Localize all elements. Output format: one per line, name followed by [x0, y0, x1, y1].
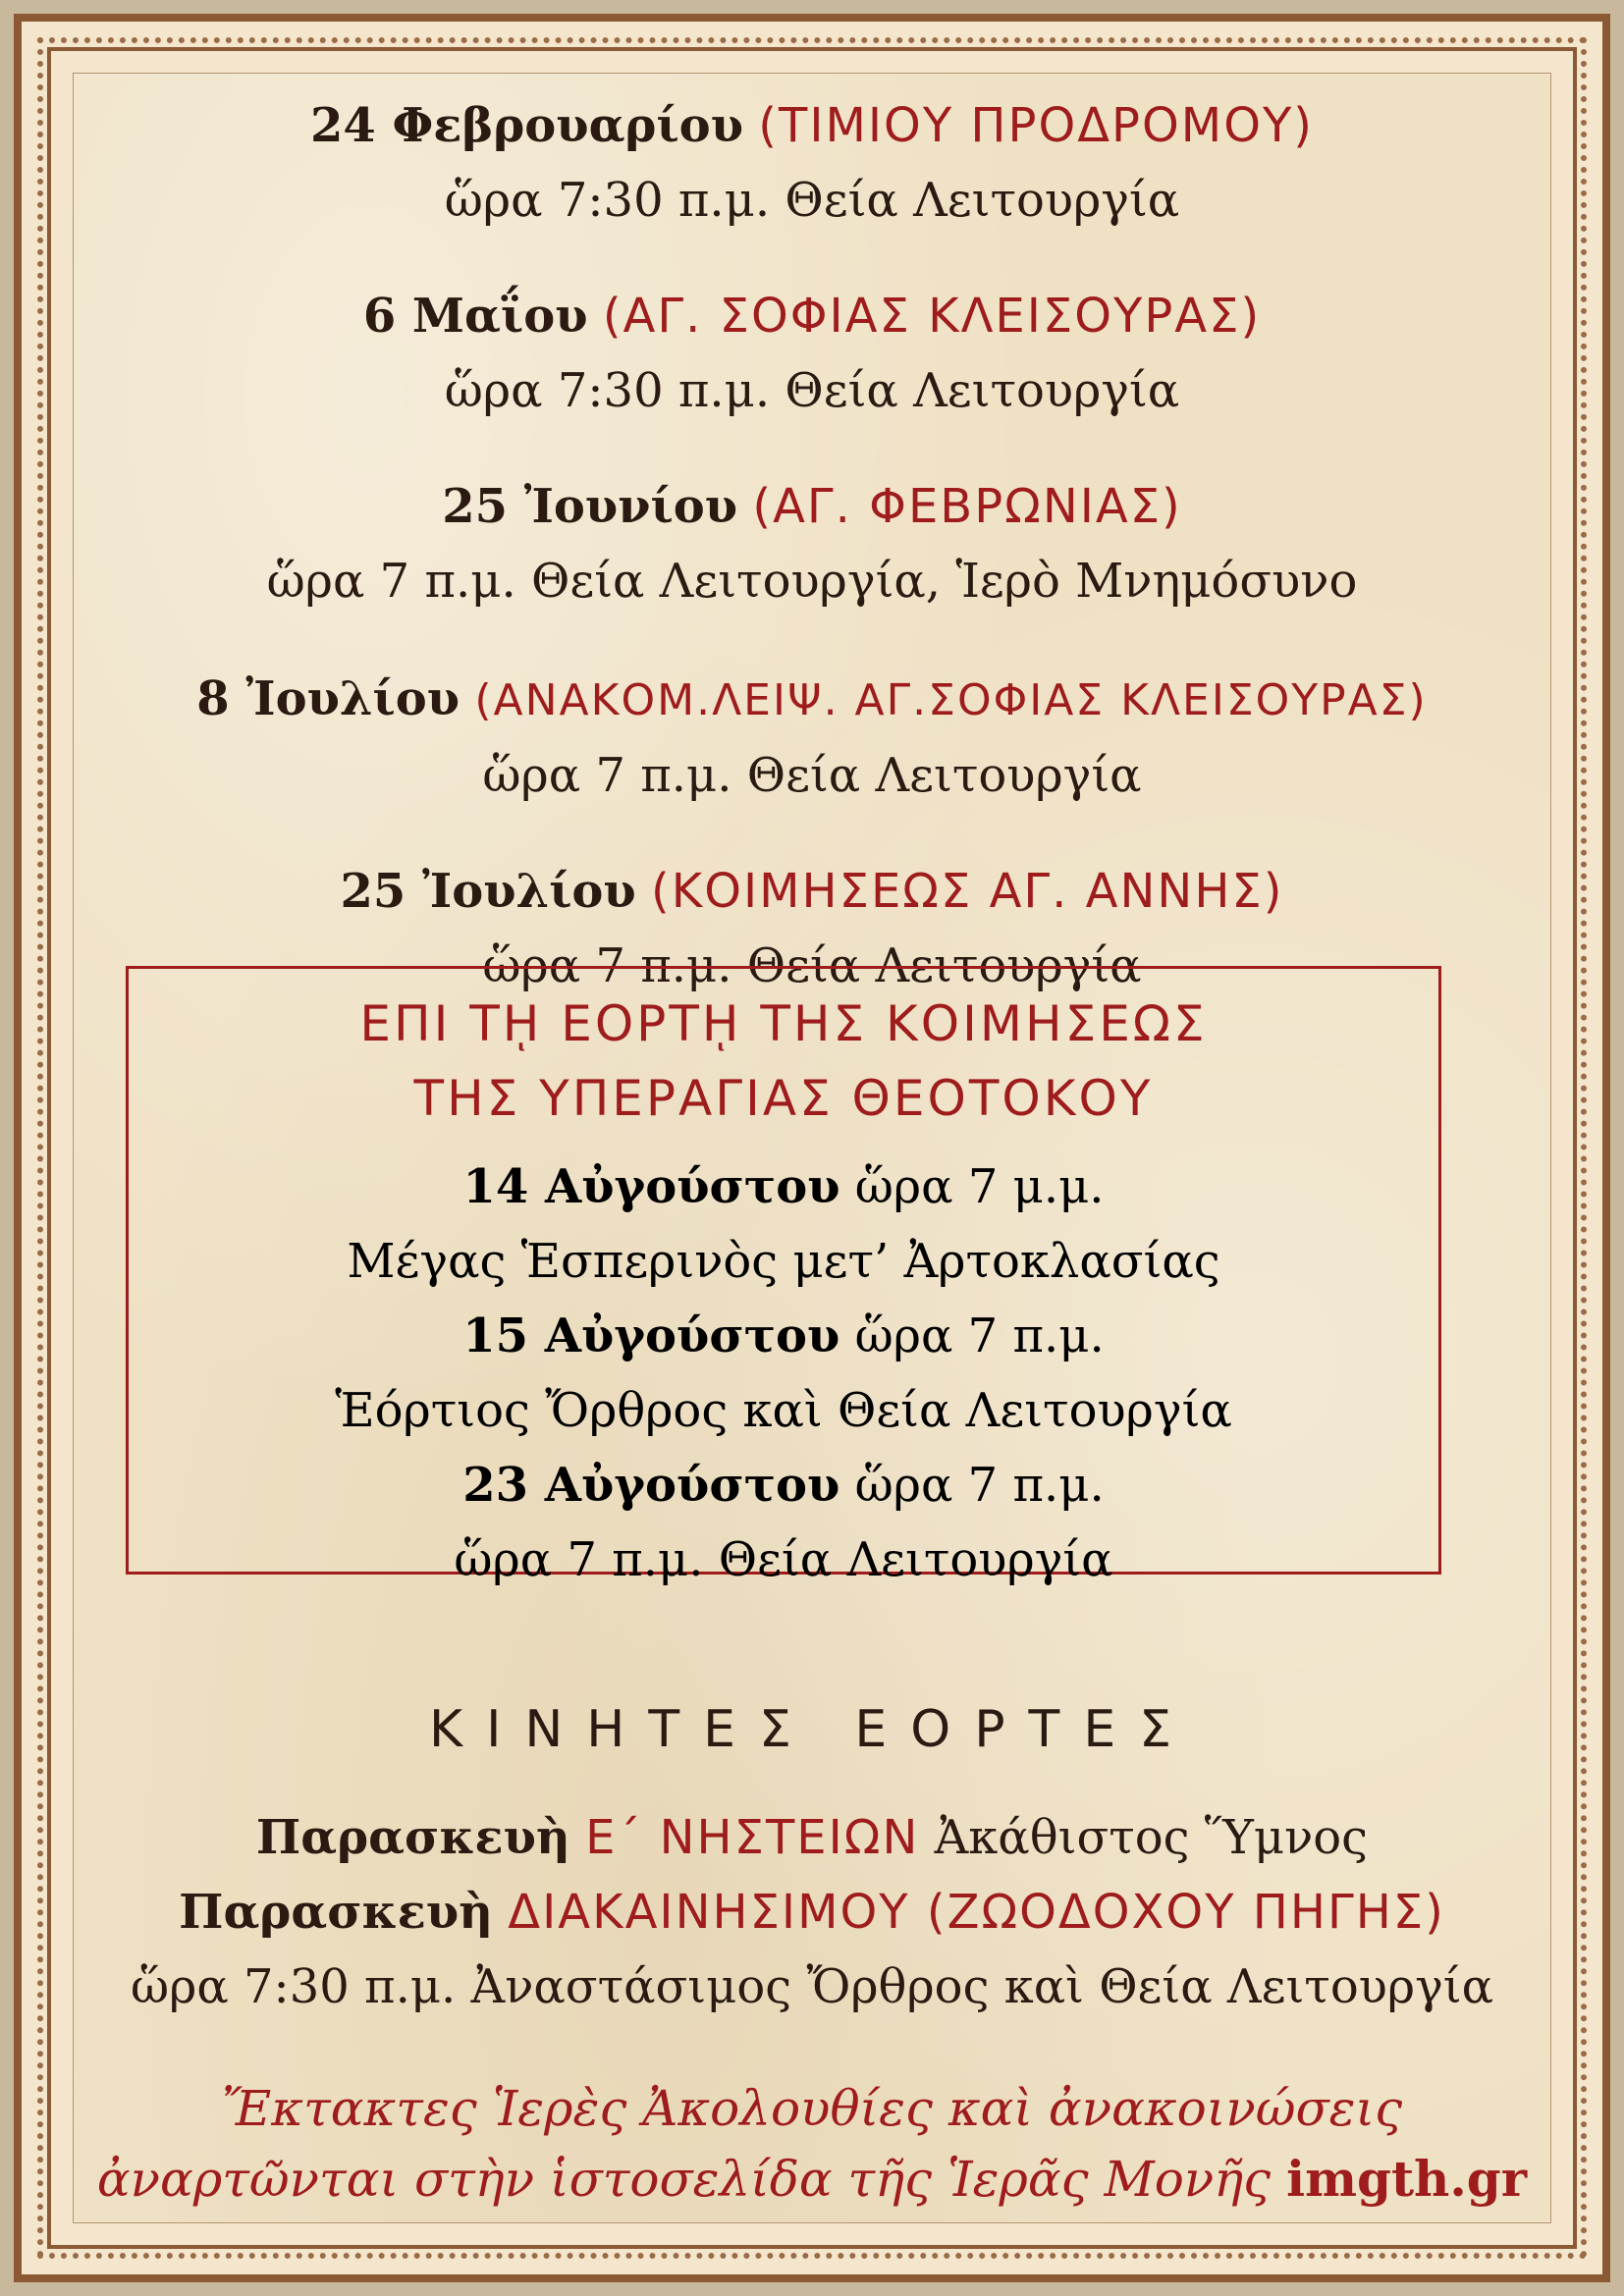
dormition-box	[126, 966, 1441, 1587]
entry-feast: (ΑΝΑΚΟΜ.ΛΕΙΨ. ΑΓ.ΣΟΦΙΑΣ ΚΛΕΙΣΟΥΡΑΣ)	[474, 675, 1428, 725]
entry-date: 6 Μαΐου	[362, 289, 588, 344]
dormition-date: 14 Αὐγούστου	[462, 1159, 840, 1214]
dormition-time: ὥρα 7 π.μ.	[839, 1308, 1105, 1363]
entry-4	[73, 662, 1551, 813]
dormition-time: ὥρα 7 π.μ.	[839, 1458, 1105, 1513]
entry-feast: (ΤΙΜΙΟΥ ΠΡΟΔΡΟΜΟΥ)	[758, 98, 1315, 153]
dormition-date: 15 Αὐγούστου	[462, 1308, 840, 1363]
dormition-title-line2: ΤΗΣ ΥΠΕΡΑΓΙΑΣ ΘΕΟΤΟΚΟΥ	[413, 1070, 1154, 1127]
entry-service: ὥρα 7 π.μ. Θεία Λειτουργία, Ἱερὸ Μνημόσυνο	[266, 554, 1358, 609]
entry-date: 24 Φεβρουαρίου	[309, 98, 743, 153]
dormition-service: Μέγας Ἑσπερινὸς μετ’ Ἀρτοκλασίας	[347, 1234, 1220, 1289]
announcement-note	[73, 2073, 1551, 2215]
entry-1	[73, 88, 1551, 238]
entry-feast: (ΑΓ. ΦΕΒΡΩΝΙΑΣ)	[752, 479, 1182, 534]
movable-title: ΚΙΝΗΤΕΣ ΕΟΡΤΕΣ	[428, 1700, 1196, 1759]
website-link[interactable]: imgth.gr	[1286, 2150, 1528, 2208]
entry-service: ὥρα 7 π.μ. Θεία Λειτουργία	[482, 938, 1142, 993]
movable-service: Ἀκάθιστος Ὕμνος	[934, 1810, 1369, 1865]
entry-3	[73, 469, 1551, 618]
entry-date: 8 Ἰουλίου	[196, 671, 460, 726]
movable-day: Παρασκευὴ	[179, 1885, 494, 1940]
entry-service: ὥρα 7:30 π.μ. Θεία Λειτουργία	[444, 173, 1180, 228]
page-frame	[14, 14, 1610, 2282]
entry-service: ὥρα 7 π.μ. Θεία Λειτουργία	[482, 748, 1142, 803]
movable-service-line: ὥρα 7:30 π.μ. Ἀναστάσιμος Ὄρθρος καὶ Θεία Λειτουργία	[130, 1959, 1494, 2014]
note-line1: Ἔκτακτες Ἱερὲς Ἀκολουθίες καὶ ἀνακοινώσεις	[221, 2080, 1403, 2137]
entry-feast: (ΚΟΙΜΗΣΕΩΣ ΑΓ. ΑΝΝΗΣ)	[651, 864, 1284, 919]
entry-date: 25 Ἰουλίου	[340, 864, 636, 919]
entry-feast: (ΑΓ. ΣΟΦΙΑΣ ΚΛΕΙΣΟΥΡΑΣ)	[602, 289, 1262, 344]
dormition-service: Ἑόρτιος Ὄρθρος καὶ Θεία Λειτουργία	[335, 1383, 1232, 1438]
entry-2	[73, 279, 1551, 428]
dormition-service: ὥρα 7 π.μ. Θεία Λειτουργία	[454, 1532, 1113, 1587]
movable-feast: Ε΄ ΝΗΣΤΕΙΩΝ	[585, 1810, 920, 1865]
movable-feasts	[73, 1700, 1551, 2024]
movable-feast: ΔΙΑΚΑΙΝΗΣΙΜΟΥ (ΖΩΟΔΟΧΟΥ ΠΗΓΗΣ)	[508, 1885, 1445, 1940]
entry-service: ὥρα 7:30 π.μ. Θεία Λειτουργία	[444, 363, 1180, 418]
dormition-date: 23 Αὐγούστου	[462, 1458, 840, 1513]
dormition-time: ὥρα 7 μ.μ.	[839, 1159, 1105, 1214]
entry-date: 25 Ἰουνίου	[442, 479, 738, 534]
movable-day: Παρασκευὴ	[255, 1810, 570, 1865]
dormition-title-line1: ΕΠΙ Τῌ ΕΟΡΤῌ ΤΗΣ ΚΟΙΜΗΣΕΩΣ	[359, 995, 1208, 1052]
note-line2: ἀναρτῶνται στὴν ἱστοσελίδα τῆς Ἱερᾶς Μονῆς	[96, 2151, 1287, 2208]
